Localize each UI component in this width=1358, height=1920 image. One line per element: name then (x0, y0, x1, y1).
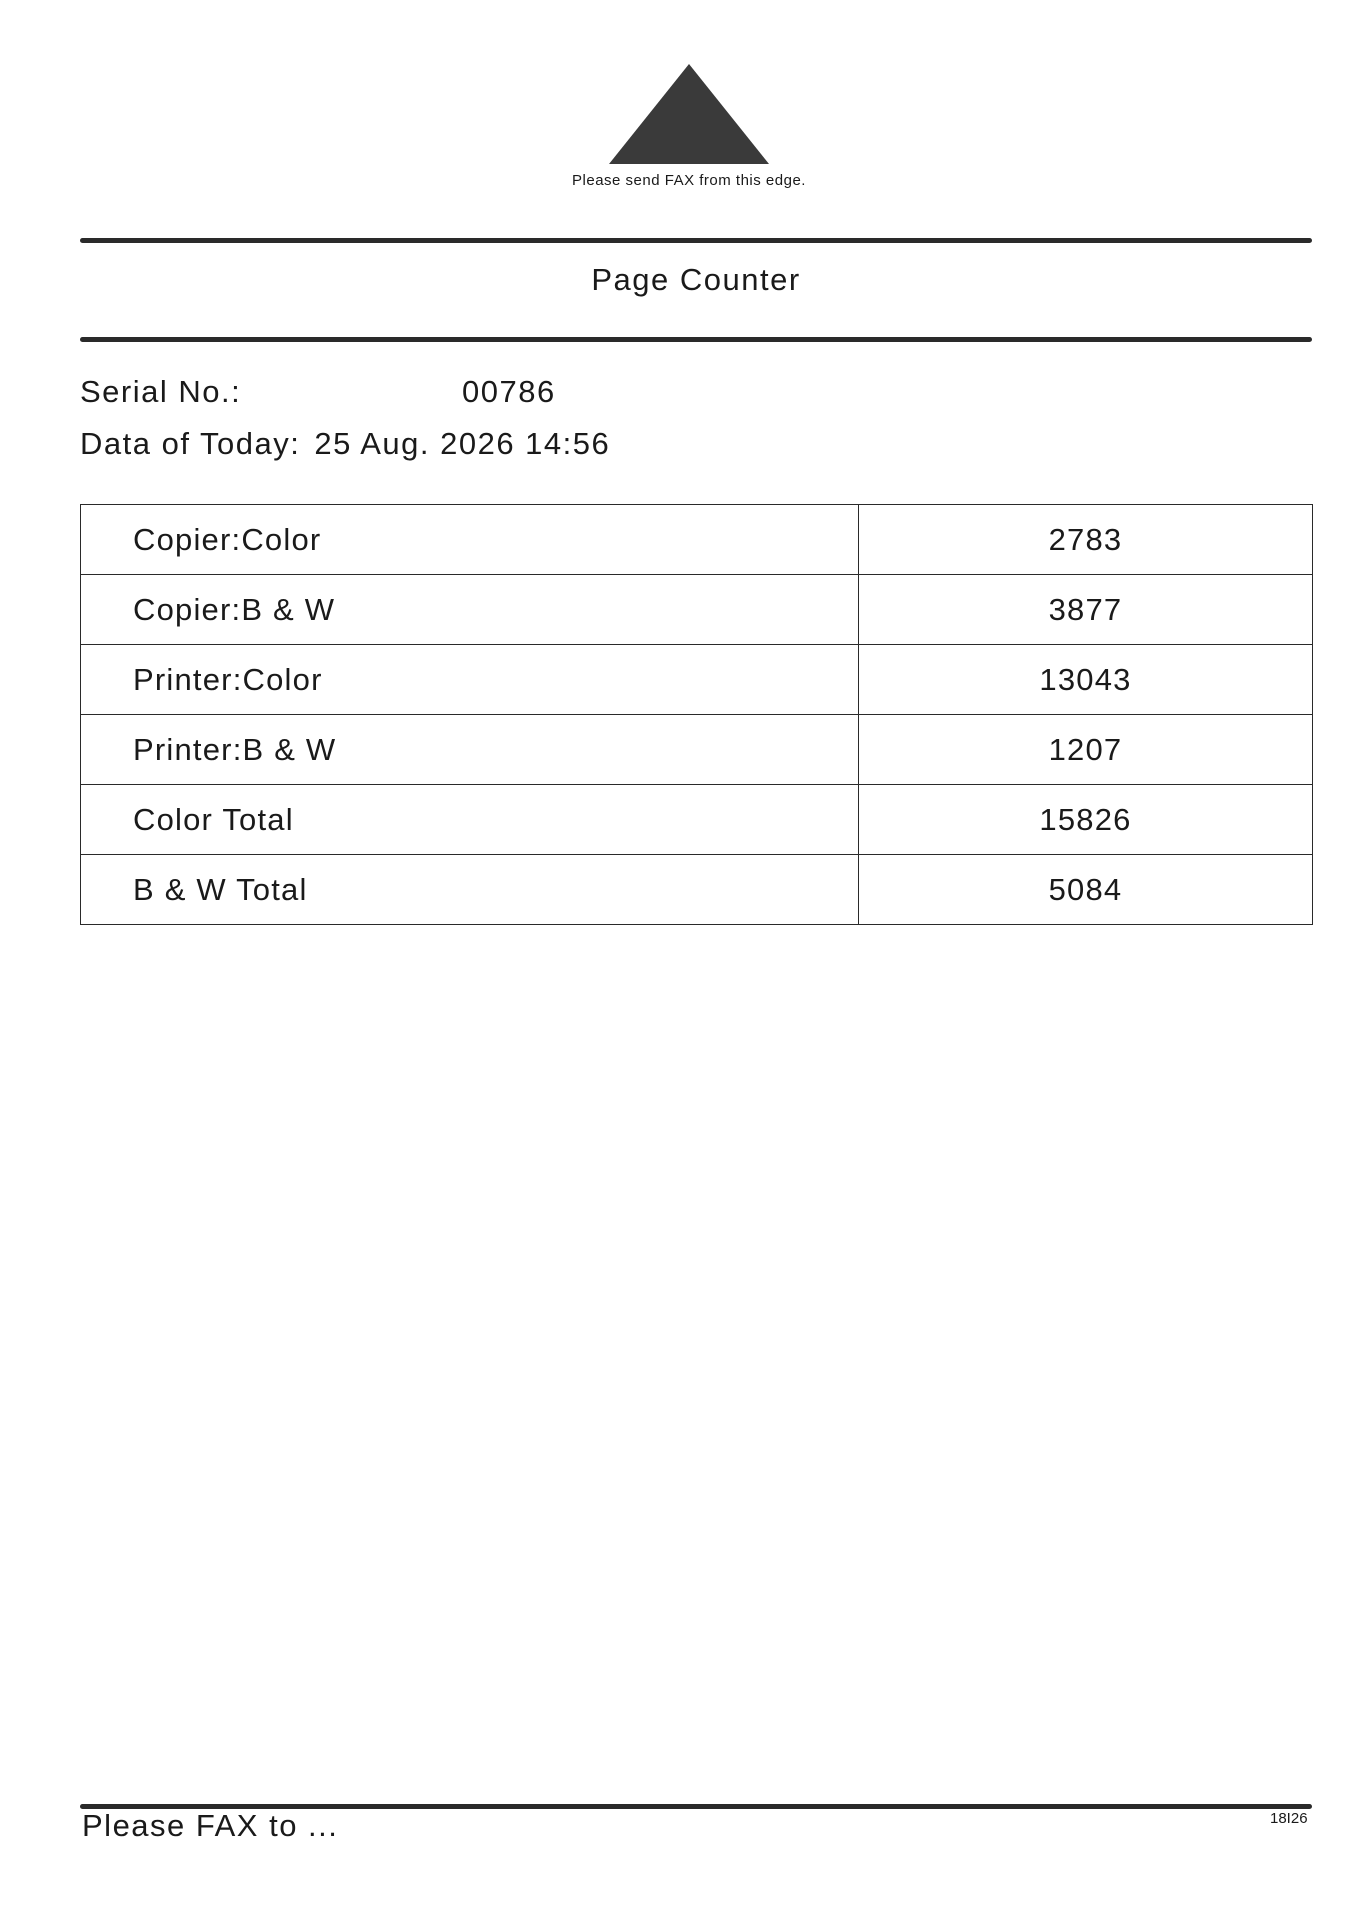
date-label: Data of Today: (80, 426, 301, 461)
table-row (81, 785, 1313, 855)
serial-value: 00786 (462, 374, 556, 409)
form-code: 18I26 (1270, 1810, 1308, 1827)
table-row (81, 855, 1313, 925)
counter-label: Copier:Color (81, 505, 859, 575)
triangle-edge-marker-icon (609, 64, 769, 164)
counter-table (80, 504, 1313, 925)
date-value: 25 Aug. 2026 14:56 (314, 426, 611, 461)
counter-value: 3877 (859, 575, 1313, 645)
counter-value: 15826 (859, 785, 1313, 855)
counter-value: 5084 (859, 855, 1313, 925)
table-row (81, 715, 1313, 785)
counter-value: 1207 (859, 715, 1313, 785)
counter-value: 2783 (859, 505, 1313, 575)
table-row (81, 505, 1313, 575)
counter-label: Color Total (81, 785, 859, 855)
fax-to-line: Please FAX to ... (82, 1808, 339, 1843)
table-row (81, 575, 1313, 645)
counter-label: Copier:B & W (81, 575, 859, 645)
counter-value: 13043 (859, 645, 1313, 715)
title-divider (80, 337, 1312, 342)
fax-edge-note: Please send FAX from this edge. (572, 172, 806, 189)
counter-label: B & W Total (81, 855, 859, 925)
serial-row (80, 374, 556, 410)
serial-label: Serial No.: (80, 374, 242, 409)
counter-label: Printer:Color (81, 645, 859, 715)
counter-label: Printer:B & W (81, 715, 859, 785)
top-divider (80, 238, 1312, 243)
date-row (80, 426, 610, 462)
document-title: Page Counter (591, 262, 801, 297)
table-row (81, 645, 1313, 715)
